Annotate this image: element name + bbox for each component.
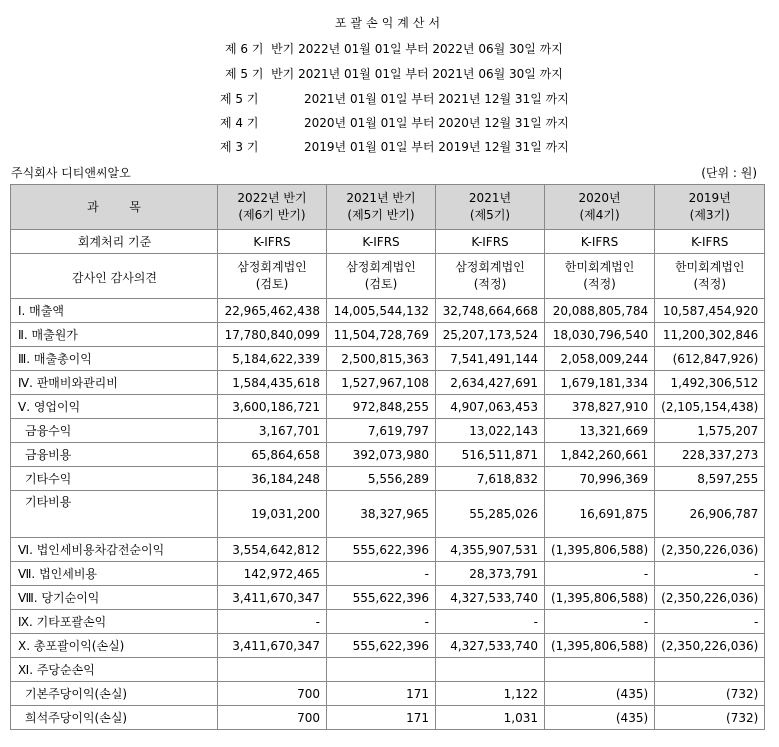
period-label: 제 3 기 — [220, 140, 259, 154]
period-text: 반기 2021년 01월 01일 부터 2021년 06월 30일 까지 — [271, 67, 563, 81]
row-label: 기본주당이익(손실) — [11, 682, 218, 706]
cell: K-IFRS — [545, 230, 655, 254]
cell: K-IFRS — [218, 230, 327, 254]
value-cell: 70,996,369 — [545, 467, 655, 491]
header-col-2021h: 2021년 반기 (제5기 반기) — [327, 185, 436, 230]
value-cell — [218, 658, 327, 682]
value-cell: 378,827,910 — [545, 395, 655, 419]
value-cell: 171 — [327, 682, 436, 706]
value-cell: 3,554,642,812 — [218, 538, 327, 562]
income-statement-table — [10, 184, 765, 730]
value-cell: 5,184,622,339 — [218, 347, 327, 371]
header-item: 과 목 — [11, 185, 218, 230]
value-cell: 2,058,009,244 — [545, 347, 655, 371]
value-cell: 2,500,815,363 — [327, 347, 436, 371]
value-cell: (1,395,806,588) — [545, 634, 655, 658]
value-cell: 25,207,173,524 — [436, 323, 545, 347]
header-col-2019: 2019년 (제3기) — [655, 185, 765, 230]
table-row — [11, 371, 765, 395]
row-label: Ⅲ. 매출총이익 — [11, 347, 218, 371]
table-row — [11, 634, 765, 658]
value-cell: 1,679,181,334 — [545, 371, 655, 395]
value-cell: 516,511,871 — [436, 443, 545, 467]
value-cell: 18,030,796,540 — [545, 323, 655, 347]
value-cell: 65,864,658 — [218, 443, 327, 467]
value-cell: 1,527,967,108 — [327, 371, 436, 395]
value-cell: 26,906,787 — [655, 491, 765, 538]
period-label: 제 5 기 — [225, 67, 264, 81]
period-line — [225, 65, 563, 83]
row-label: Ⅹ. 총포괄이익(손실) — [11, 634, 218, 658]
value-cell — [436, 658, 545, 682]
value-cell: 17,780,840,099 — [218, 323, 327, 347]
header-col-2021: 2021년 (제5기) — [436, 185, 545, 230]
table-row — [11, 323, 765, 347]
period-text: 2020년 01월 01일 부터 2020년 12월 31일 까지 — [304, 116, 569, 130]
header-col-2020: 2020년 (제4기) — [545, 185, 655, 230]
table-row — [11, 395, 765, 419]
value-cell: 8,597,255 — [655, 467, 765, 491]
table-row — [11, 682, 765, 706]
value-cell: 16,691,875 — [545, 491, 655, 538]
cell: K-IFRS — [436, 230, 545, 254]
value-cell: 555,622,396 — [327, 634, 436, 658]
row-label: 기타비용 — [11, 491, 218, 538]
period-text: 2019년 01월 01일 부터 2019년 12월 31일 까지 — [304, 140, 569, 154]
value-cell: 972,848,255 — [327, 395, 436, 419]
value-cell: 20,088,805,784 — [545, 299, 655, 323]
value-cell: 4,327,533,740 — [436, 586, 545, 610]
value-cell: 2,634,427,691 — [436, 371, 545, 395]
value-cell: 700 — [218, 706, 327, 730]
row-label: 금융비용 — [11, 443, 218, 467]
value-cell: (732) — [655, 682, 765, 706]
value-cell: 1,575,207 — [655, 419, 765, 443]
value-cell: - — [545, 562, 655, 586]
value-cell: 11,504,728,769 — [327, 323, 436, 347]
period-line — [220, 90, 569, 108]
value-cell: (435) — [545, 706, 655, 730]
row-label: Ⅱ. 매출원가 — [11, 323, 218, 347]
value-cell: 7,541,491,144 — [436, 347, 545, 371]
value-cell: - — [327, 562, 436, 586]
value-cell: 3,411,670,347 — [218, 586, 327, 610]
document-title: 포괄손익계산서 — [334, 16, 445, 30]
value-cell: 392,073,980 — [327, 443, 436, 467]
auditor-cell: 삼정회계법인 (검토) — [218, 254, 327, 299]
table-row — [11, 658, 765, 682]
header-row — [11, 185, 765, 230]
row-label: 기타수익 — [11, 467, 218, 491]
auditor-cell: 한미회계법인 (적정) — [655, 254, 765, 299]
period-label: 제 4 기 — [220, 116, 259, 130]
period-line — [225, 40, 563, 58]
value-cell: (1,395,806,588) — [545, 586, 655, 610]
value-cell: - — [436, 610, 545, 634]
cell: K-IFRS — [655, 230, 765, 254]
row-label: Ⅴ. 영업이익 — [11, 395, 218, 419]
value-cell: 4,355,907,531 — [436, 538, 545, 562]
value-cell: 3,167,701 — [218, 419, 327, 443]
period-line — [220, 114, 569, 132]
period-text: 2021년 01월 01일 부터 2021년 12월 31일 까지 — [304, 92, 569, 106]
value-cell: 7,619,797 — [327, 419, 436, 443]
value-cell: 36,184,248 — [218, 467, 327, 491]
row-label: 감사인 감사의견 — [11, 254, 218, 299]
value-cell: - — [655, 610, 765, 634]
row-label: 금융수익 — [11, 419, 218, 443]
value-cell — [655, 658, 765, 682]
row-label: Ⅷ. 당기순이익 — [11, 586, 218, 610]
value-cell: 1,122 — [436, 682, 545, 706]
value-cell — [545, 658, 655, 682]
table-row — [11, 586, 765, 610]
value-cell: - — [545, 610, 655, 634]
value-cell: 38,327,965 — [327, 491, 436, 538]
value-cell: 5,556,289 — [327, 467, 436, 491]
value-cell: 28,373,791 — [436, 562, 545, 586]
table-row — [11, 299, 765, 323]
value-cell: 1,842,260,661 — [545, 443, 655, 467]
period-line — [220, 138, 569, 156]
period-label: 제 6 기 — [225, 42, 264, 56]
auditor-cell: 삼정회계법인 (적정) — [436, 254, 545, 299]
value-cell: 11,200,302,846 — [655, 323, 765, 347]
auditor-cell: 한미회계법인 (적정) — [545, 254, 655, 299]
value-cell: 13,022,143 — [436, 419, 545, 443]
value-cell: 1,492,306,512 — [655, 371, 765, 395]
value-cell: 32,748,664,668 — [436, 299, 545, 323]
row-label: Ⅵ. 법인세비용차감전순이익 — [11, 538, 218, 562]
value-cell: 171 — [327, 706, 436, 730]
value-cell: 3,600,186,721 — [218, 395, 327, 419]
table-row — [11, 538, 765, 562]
value-cell: 55,285,026 — [436, 491, 545, 538]
company-name: 주식회사 디티앤씨알오 — [11, 166, 131, 180]
auditor-row — [11, 254, 765, 299]
value-cell: 555,622,396 — [327, 586, 436, 610]
value-cell: 142,972,465 — [218, 562, 327, 586]
table-row — [11, 491, 765, 538]
row-label: 희석주당이익(손실) — [11, 706, 218, 730]
auditor-cell: 삼정회계법인 (검토) — [327, 254, 436, 299]
table-row — [11, 610, 765, 634]
row-label: 회계처리 기준 — [11, 230, 218, 254]
value-cell: 1,031 — [436, 706, 545, 730]
value-cell: 22,965,462,438 — [218, 299, 327, 323]
table-row — [11, 467, 765, 491]
value-cell: 14,005,544,132 — [327, 299, 436, 323]
row-label: Ⅸ. 기타포괄손익 — [11, 610, 218, 634]
value-cell: (2,105,154,438) — [655, 395, 765, 419]
value-cell: - — [218, 610, 327, 634]
value-cell: 555,622,396 — [327, 538, 436, 562]
table-row — [11, 706, 765, 730]
value-cell: 228,337,273 — [655, 443, 765, 467]
value-cell: 1,584,435,618 — [218, 371, 327, 395]
value-cell: (732) — [655, 706, 765, 730]
value-cell: 7,618,832 — [436, 467, 545, 491]
table-row — [11, 562, 765, 586]
value-cell: (612,847,926) — [655, 347, 765, 371]
standard-row — [11, 230, 765, 254]
table-row — [11, 347, 765, 371]
value-cell: 3,411,670,347 — [218, 634, 327, 658]
table-row — [11, 419, 765, 443]
value-cell: (2,350,226,036) — [655, 634, 765, 658]
table-row — [11, 443, 765, 467]
period-text: 반기 2022년 01월 01일 부터 2022년 06월 30일 까지 — [271, 42, 563, 56]
row-label: Ⅶ. 법인세비용 — [11, 562, 218, 586]
row-label: Ⅰ. 매출액 — [11, 299, 218, 323]
row-label: Ⅺ. 주당순손익 — [11, 658, 218, 682]
value-cell: 700 — [218, 682, 327, 706]
row-label: Ⅳ. 판매비와관리비 — [11, 371, 218, 395]
value-cell: 19,031,200 — [218, 491, 327, 538]
value-cell: 4,327,533,740 — [436, 634, 545, 658]
value-cell: - — [655, 562, 765, 586]
value-cell: (2,350,226,036) — [655, 586, 765, 610]
value-cell: 4,907,063,453 — [436, 395, 545, 419]
cell: K-IFRS — [327, 230, 436, 254]
value-cell: (2,350,226,036) — [655, 538, 765, 562]
value-cell: 10,587,454,920 — [655, 299, 765, 323]
value-cell: 13,321,669 — [545, 419, 655, 443]
period-label: 제 5 기 — [220, 92, 259, 106]
value-cell: - — [327, 610, 436, 634]
value-cell: (1,395,806,588) — [545, 538, 655, 562]
value-cell — [327, 658, 436, 682]
header-col-2022h: 2022년 반기 (제6기 반기) — [218, 185, 327, 230]
value-cell: (435) — [545, 682, 655, 706]
unit-label: (단위 : 원) — [701, 166, 757, 180]
